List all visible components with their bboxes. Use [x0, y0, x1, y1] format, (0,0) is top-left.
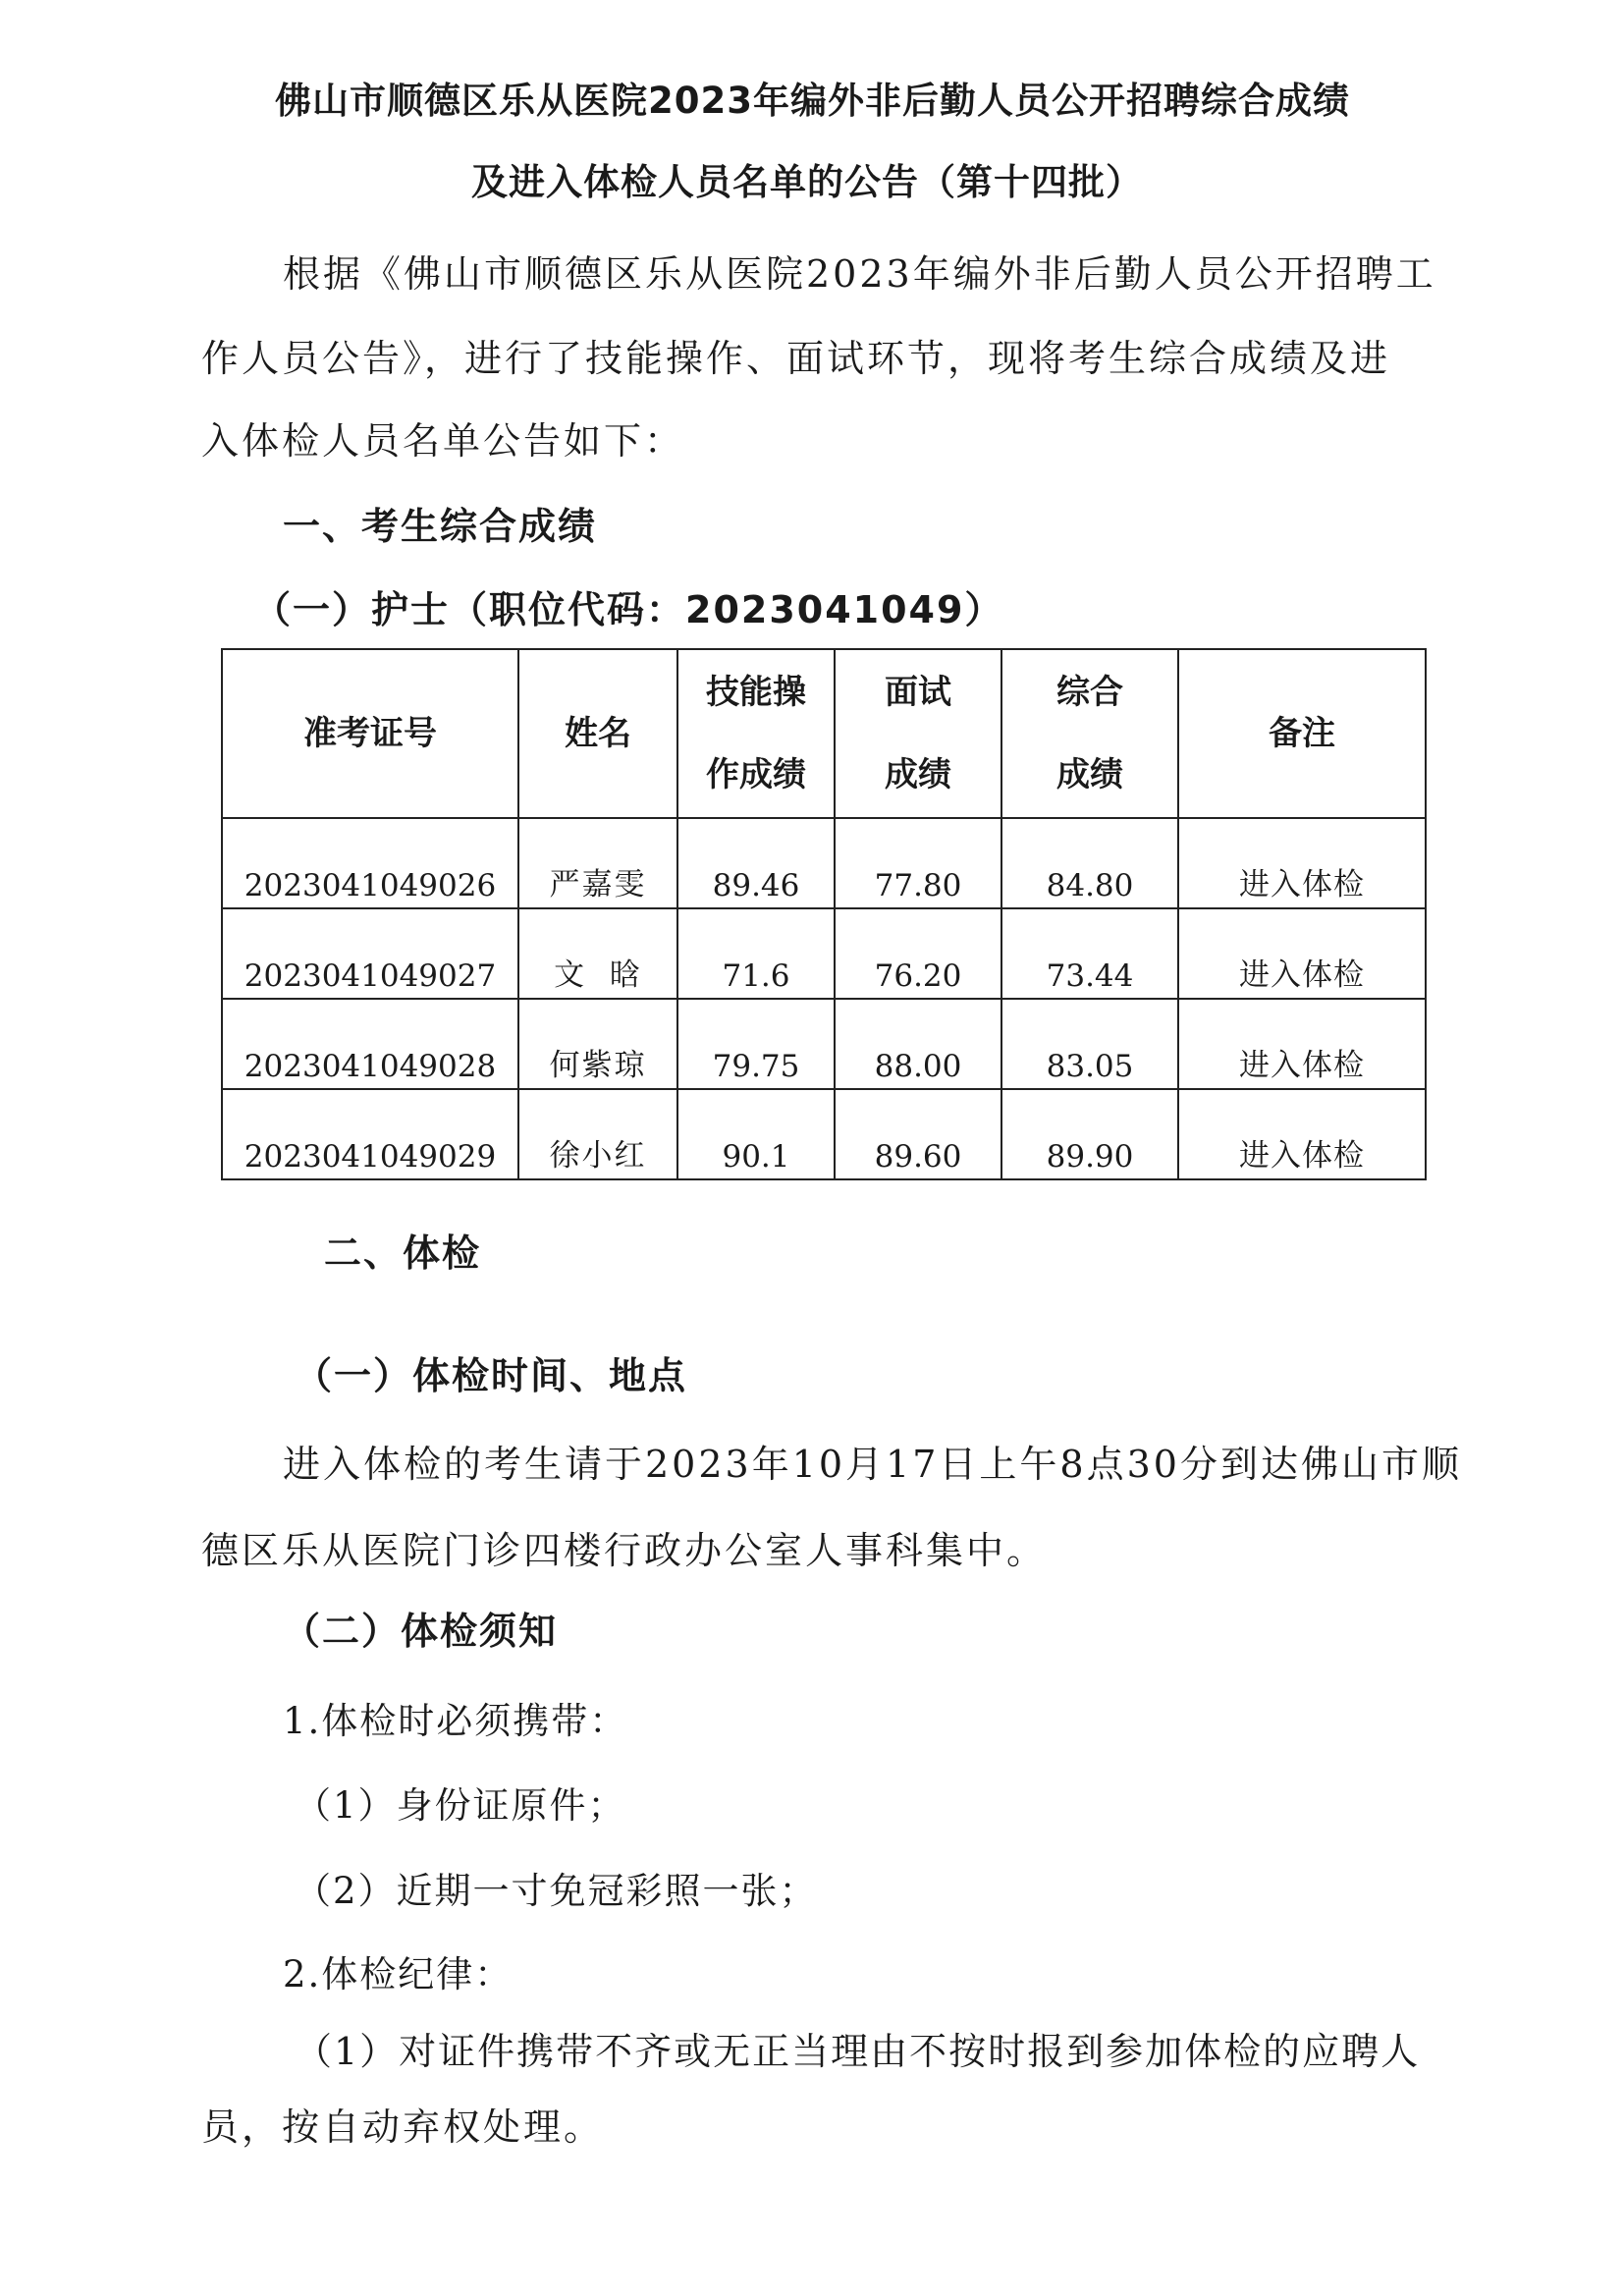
header-total	[1001, 649, 1178, 818]
notice-item-2a-line-2: 员，按自动弃权处理。	[201, 2105, 605, 2149]
cell-skill: 90.1	[677, 1089, 835, 1179]
section-1-heading: 一、考生综合成绩	[283, 505, 598, 548]
cell-name: 徐小红	[518, 1089, 677, 1179]
cell-total: 73.44	[1001, 908, 1178, 999]
header-skill-line-1: 技能操	[706, 673, 806, 712]
cell-total: 83.05	[1001, 999, 1178, 1089]
cell-name: 何紫琼	[518, 999, 677, 1089]
header-ticket: 准考证号	[222, 649, 518, 818]
cell-skill: 79.75	[677, 999, 835, 1089]
intro-line-3: 入体检人员名单公告如下：	[201, 419, 685, 463]
header-name: 姓名	[518, 649, 677, 818]
table-row	[222, 1089, 1426, 1179]
cell-ticket: 2023041049028	[222, 999, 518, 1089]
notice-item-1a: （1）身份证原件；	[295, 1784, 626, 1827]
cell-remark: 进入体检	[1178, 1089, 1426, 1179]
cell-interview: 88.00	[835, 999, 1001, 1089]
cell-ticket: 2023041049026	[222, 818, 518, 908]
header-total-line-1: 综合	[1056, 673, 1123, 712]
header-total-line-2: 成绩	[1056, 755, 1123, 794]
cell-total: 89.90	[1001, 1089, 1178, 1179]
section-2-sub-2: （二）体检须知	[283, 1610, 559, 1653]
notice-item-2a-line-1: （1）对证件携带不齐或无正当理由不按时报到参加体检的应聘人	[295, 2030, 1421, 2073]
scores-table	[221, 648, 1427, 1180]
cell-remark: 进入体检	[1178, 908, 1426, 999]
cell-interview: 89.60	[835, 1089, 1001, 1179]
table-row	[222, 999, 1426, 1089]
notice-item-2: 2.体检纪律：	[283, 1953, 514, 1995]
header-skill	[677, 649, 835, 818]
header-interview-line-2: 成绩	[885, 755, 951, 794]
header-interview	[835, 649, 1001, 818]
cell-total: 84.80	[1001, 818, 1178, 908]
cell-ticket: 2023041049027	[222, 908, 518, 999]
section-2-sub-1: （一）体检时间、地点	[295, 1354, 688, 1397]
cell-remark: 进入体检	[1178, 999, 1426, 1089]
cell-remark: 进入体检	[1178, 818, 1426, 908]
section-2-heading: 二、体检	[324, 1231, 482, 1275]
title-line-1: 佛山市顺德区乐从医院2023年编外非后勤人员公开招聘综合成绩	[275, 80, 1350, 122]
table-row	[222, 908, 1426, 999]
table-row	[222, 818, 1426, 908]
notice-item-1: 1.体检时必须携带：	[283, 1700, 628, 1742]
notice-item-1b: （2）近期一寸免冠彩照一张；	[295, 1870, 818, 1912]
section-1-subheading: （一）护士（职位代码：2023041049）	[253, 588, 1004, 631]
exam-time-line-1: 进入体检的考生请于2023年10月17日上午8点30分到达佛山市顺	[283, 1443, 1462, 1486]
cell-name: 文 晗	[518, 908, 677, 999]
cell-interview: 76.20	[835, 908, 1001, 999]
cell-ticket: 2023041049029	[222, 1089, 518, 1179]
header-skill-line-2: 作成绩	[706, 755, 806, 794]
cell-name: 严嘉雯	[518, 818, 677, 908]
cell-skill: 71.6	[677, 908, 835, 999]
table-header-row	[222, 649, 1426, 818]
cell-interview: 77.80	[835, 818, 1001, 908]
exam-time-line-2: 德区乐从医院门诊四楼行政办公室人事科集中。	[201, 1529, 1048, 1572]
cell-skill: 89.46	[677, 818, 835, 908]
intro-line-2: 作人员公告》，进行了技能操作、面试环节，现将考生综合成绩及进	[201, 337, 1391, 380]
intro-line-1: 根据《佛山市顺德区乐从医院2023年编外非后勤人员公开招聘工	[283, 252, 1436, 296]
header-remark: 备注	[1178, 649, 1426, 818]
title-line-2: 及进入体检人员名单的公告（第十四批）	[471, 161, 1143, 203]
header-interview-line-1: 面试	[885, 673, 951, 712]
